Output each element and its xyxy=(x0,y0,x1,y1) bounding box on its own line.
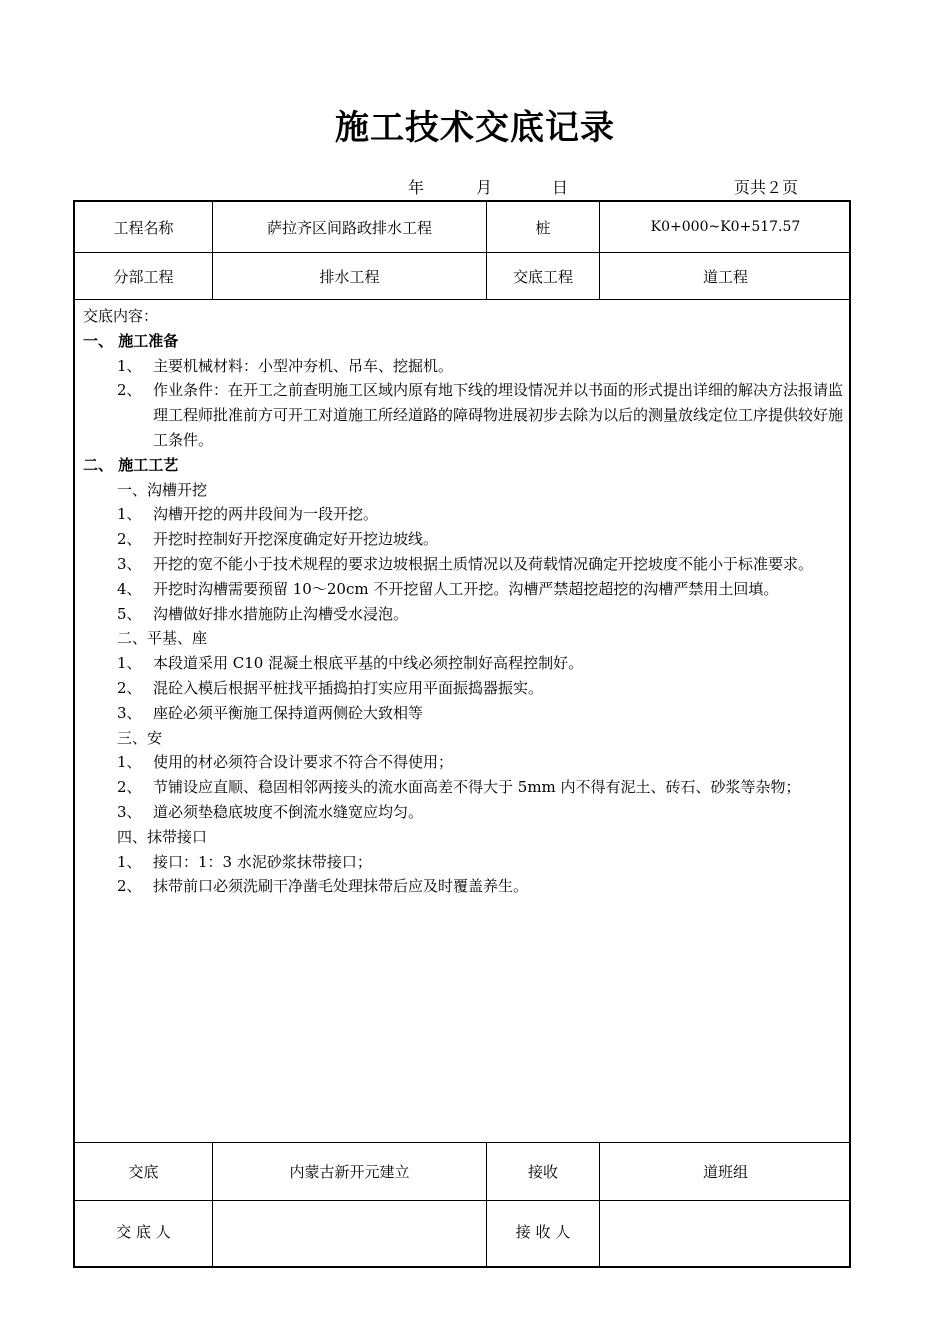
station-value: K0+000~K0+517.57 xyxy=(650,219,801,235)
list-item: 4、 开挖时沟槽需要预留 10～20cm 不开挖留人工开挖。沟槽严禁超挖超挖的沟槽严禁用土回填。 xyxy=(117,579,779,598)
content-intro: 交底内容： xyxy=(83,307,159,325)
list-item: 1、 接口：1：3 水泥砂浆抹带接口； xyxy=(117,852,372,871)
handover-label: 交底 xyxy=(128,1163,159,1181)
station-label: 桩 xyxy=(535,218,551,237)
subsection-title: 三、安 xyxy=(117,728,163,747)
project-name-value: 萨拉齐区间路政排水工程 xyxy=(266,218,432,237)
subsection-title: 一、沟槽开挖 xyxy=(117,480,208,499)
list-item: 1、 沟槽开挖的两井段间为一段开挖。 xyxy=(117,505,379,524)
handover-project-value: 道工程 xyxy=(702,267,748,286)
list-item: 2、 开挖时控制好开挖深度确定好开挖边坡线。 xyxy=(117,530,439,549)
project-name-label: 工程名称 xyxy=(113,218,174,237)
list-item: 2、 抹带前口必须洗刷干净凿毛处理抹带后应及时覆盖养生。 xyxy=(117,877,529,896)
date-year: 年 xyxy=(408,178,425,197)
list-item: 1、 使用的材必须符合设计要求不符合不得使用； xyxy=(117,753,454,772)
date-row xyxy=(0,175,950,197)
list-item: 2、 作业条件：在开工之前查明施工区域内原有地下线的埋设情况并以书面的形式提出详细的解决方法报请监理工程师批准前方可开工对道施工所经道路的障碍物进展初步去除为以后的测量放线定位工序提供较好施工条件。 xyxy=(117,381,844,449)
list-item: 2、 节铺设应直顺、稳固相邻两接头的流水面高差不得大于 5mm 内不得有泥土、砖石、砂浆等杂物； xyxy=(117,778,801,797)
subsection-title: 二、平基、座 xyxy=(117,629,208,648)
list-item: 1、 主要机械材料：小型冲夯机、吊车、挖掘机。 xyxy=(117,356,454,375)
subsection-title: 四、抹带接口 xyxy=(117,827,208,846)
division-value: 排水工程 xyxy=(319,267,380,286)
handover-content xyxy=(83,304,843,899)
receive-unit: 道班组 xyxy=(702,1163,748,1181)
list-item: 2、 混砼入模后根据平桩找平插捣拍打实应用平面振捣器振实。 xyxy=(117,678,544,697)
list-item: 3、 道必须垫稳底坡度不倒流水缝宽应均匀。 xyxy=(117,802,424,821)
list-item: 3、 座砼必须平衡施工保持道两侧砼大致相等 xyxy=(117,703,424,722)
division-label: 分部工程 xyxy=(113,267,174,286)
list-item: 5、 沟槽做好排水措施防止沟槽受水浸泡。 xyxy=(117,604,409,623)
handover-person-label: 交 底 人 xyxy=(116,1222,171,1241)
date-month: 月 xyxy=(476,178,493,197)
row-divider xyxy=(75,299,849,300)
handover-project-label: 交底工程 xyxy=(512,267,573,286)
section-heading: 二、 施工工艺 xyxy=(83,455,179,474)
section-heading: 一、 施工准备 xyxy=(83,331,179,350)
page-count: 页共２页 xyxy=(734,178,799,197)
document-title: 施工技术交底记录 xyxy=(335,108,615,148)
handover-person-signature[interactable] xyxy=(213,1201,486,1261)
receiver-label: 接 收 人 xyxy=(515,1222,571,1241)
date-day: 日 xyxy=(552,178,569,197)
receive-label: 接收 xyxy=(527,1163,558,1181)
record-form xyxy=(73,200,851,1268)
list-item: 3、 开挖的宽不能小于技术规程的要求边坡根据土质情况以及荷载情况确定开挖坡度不能小于标准要求。 xyxy=(117,554,814,573)
handover-unit: 内蒙古新开元建立 xyxy=(289,1163,410,1181)
receiver-signature[interactable] xyxy=(600,1201,851,1261)
list-item: 1、 本段道采用 C10 混凝土根底平基的中线必须控制好高程控制好。 xyxy=(117,654,584,673)
